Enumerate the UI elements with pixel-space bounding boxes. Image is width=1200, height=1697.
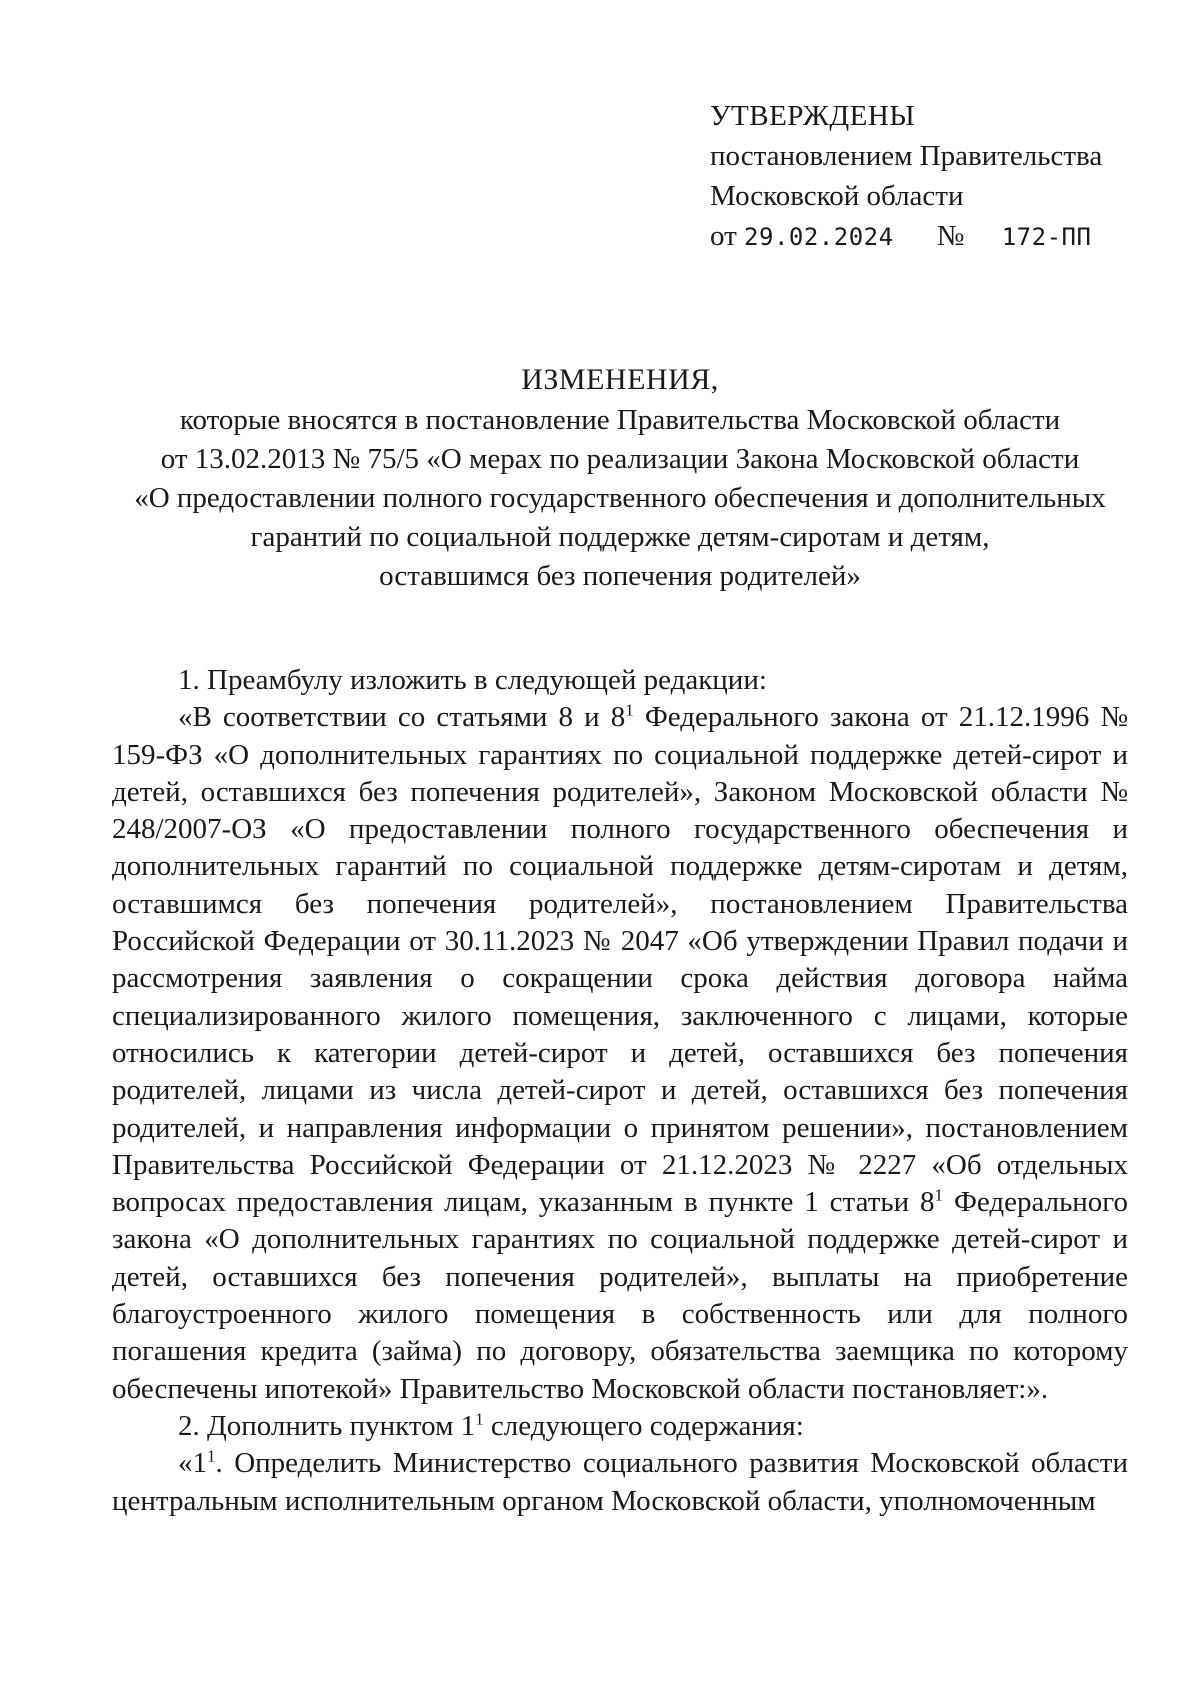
document-title [130,360,1110,596]
item-2-part-a: 2. Дополнить пунктом 1 [178,1409,476,1442]
title-line-2: от 13.02.2013 № 75/5 «О мерах по реализации Закона Московской области [160,443,1080,475]
quote-part-a: «В соответствии со статьями 8 и 8 [178,701,626,734]
number-sign: № [936,220,965,252]
quote-superscript-b: 1 [934,1185,944,1205]
quote-part-c: Федерального закона «О дополнительных гарантиях по социальной поддержке детей-сирот и детей, оставшихся без попечения родителей», выплаты на приобретение благоустроенного жилого помещения в собственность или для полного погашения кредита (займа) по договору, обязательства заемщика по которому обеспечены ипотекой» Правительство Московской области постановляет:». [112,1186,1128,1405]
quote-superscript-a: 1 [625,700,634,720]
approval-date: 29.02.2024 [744,223,894,251]
quote-part-b: Федерального закона от 21.12.1996 № 159-ФЗ «О дополнительных гарантиях по социальной поддержке детей-сирот и детей, оставшихся без попечения родителей», Законом Московской области № 248/2007-ОЗ «О предоставлении полного государственного обеспечения и дополнительных гарантий по социальной поддержке детям-сиротам и детям, оставшимся без попечения родителей», постановлением Правительства Российской Федерации от 30.11.2023 № 2047 «Об утверждении Правил подачи и рассмотрения заявления о сокращении срока действия договора найма специализированного жилого помещения, заключенного с лицами, которые относились к категории детей-сирот и детей, оставшихся без попечения родителей, лицами из числа детей-сирот и детей, оставшихся без попечения родителей, и направления информации о принятом решении», постановлением Правительства Российской Федерации от 21.12.2023 № 2227 «Об отдельных вопросах предоставления лицам, указанным в пункте 1 статьи 8 [112,701,1128,1219]
title-line-3: «О предоставлении полного государственного обеспечения и дополнительных [134,482,1106,514]
approval-line-1: постановлением Правительства [710,140,1103,172]
approval-stamp [710,96,1102,257]
title-line-4: гарантий по социальной поддержке детям-сиротам и детям, [250,521,990,553]
item-3-superscript: 1 [207,1446,216,1466]
item-3-part-b: . Определить Министерство социального развития Московской области центральным исполнительным органом Московской области, уполномоченным [112,1447,1128,1517]
document-body [112,662,1128,1520]
item-1: 1. Преамбулу изложить в следующей редакции: [178,664,767,696]
item-2-superscript: 1 [475,1409,484,1429]
approval-heading: УТВЕРЖДЕНЫ [710,100,916,132]
title-line-1: которые вносятся в постановление Правительства Московской области [179,404,1061,436]
item-2-part-b: следующего содержания: [483,1409,804,1442]
title-heading: ИЗМЕНЕНИЯ, [521,363,719,396]
item-3 [112,1445,1128,1520]
item-2 [112,1408,1128,1445]
item-3-part-a: «1 [178,1447,207,1480]
preamble-quote [112,699,1128,1408]
approval-line-2: Московской области [710,180,964,212]
approval-date-line [710,216,1102,257]
title-line-5: оставшимся без попечения родителей» [379,560,861,592]
date-prefix: от [710,220,737,252]
approval-number: 172-ПП [1001,223,1092,251]
